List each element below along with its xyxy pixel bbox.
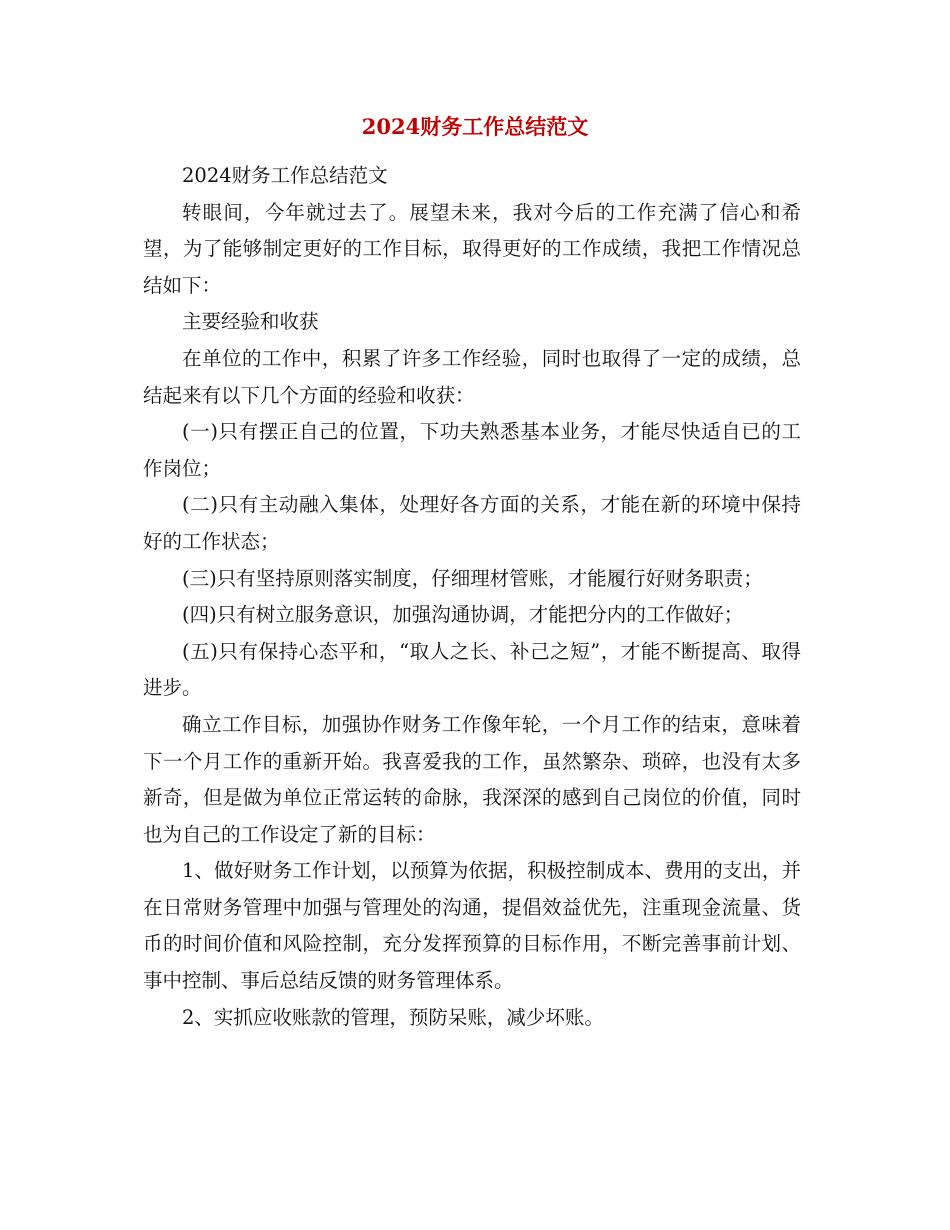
paragraph-item-3: (三)只有坚持原则落实制度，仔细理材管账，才能履行好财务职责； <box>182 566 763 590</box>
paragraph-intro: 转眼间，今年就过去了。展望未来，我对今后的工作充满了信心和希望，为了能够制定更好的工作目标，取得更好的工作成绩，我把工作情况总结如下： <box>143 200 801 297</box>
paragraph-goals: 确立工作目标，加强协作财务工作像年轮，一个月工作的结束，意味着下一个月工作的重新开始。我喜爱我的工作，虽然繁杂、琐碎，也没有太多新奇，但是做为单位正常运转的命脉，我深深的感到自己岗位的价值，同时也为自己的工作设定了新的目标： <box>143 712 801 846</box>
paragraph-item-5: (五)只有保持心态平和，“取人之长、补己之短”，才能不断提高、取得进步。 <box>143 639 801 700</box>
document-body <box>143 158 801 1036</box>
paragraph-goal-1: 1、做好财务工作计划，以预算为依据，积极控制成本、费用的支出，并在日常财务管理中加强与管理处的沟通，提倡效益优先，注重现金流量、货币的时间价值和风险控制，充分发挥预算的目标作用，不断完善事前计划、事中控制、事后总结反馈的财务管理体系。 <box>143 859 801 993</box>
paragraph-experience: 在单位的工作中，积累了许多工作经验，同时也取得了一定的成绩，总结起来有以下几个方面的经验和收获： <box>143 346 801 407</box>
document-title: 2024财务工作总结范文 <box>361 114 589 139</box>
paragraph-goal-2: 2、实抓应收账款的管理，预防呆账，减少坏账。 <box>182 1005 604 1029</box>
paragraph-section-heading: 主要经验和收获 <box>182 310 319 334</box>
paragraph-item-2: (二)只有主动融入集体，处理好各方面的关系，才能在新的环境中保持好的工作状态； <box>143 493 801 553</box>
paragraph-item-1: (一)只有摆正自己的位置，下功夫熟悉基本业务，才能尽快适自已的工作岗位； <box>143 420 801 480</box>
paragraph-subtitle: 2024财务工作总结范文 <box>182 164 388 187</box>
paragraph-item-4: (四)只有树立服务意识，加强沟通协调，才能把分内的工作做好； <box>182 603 744 627</box>
